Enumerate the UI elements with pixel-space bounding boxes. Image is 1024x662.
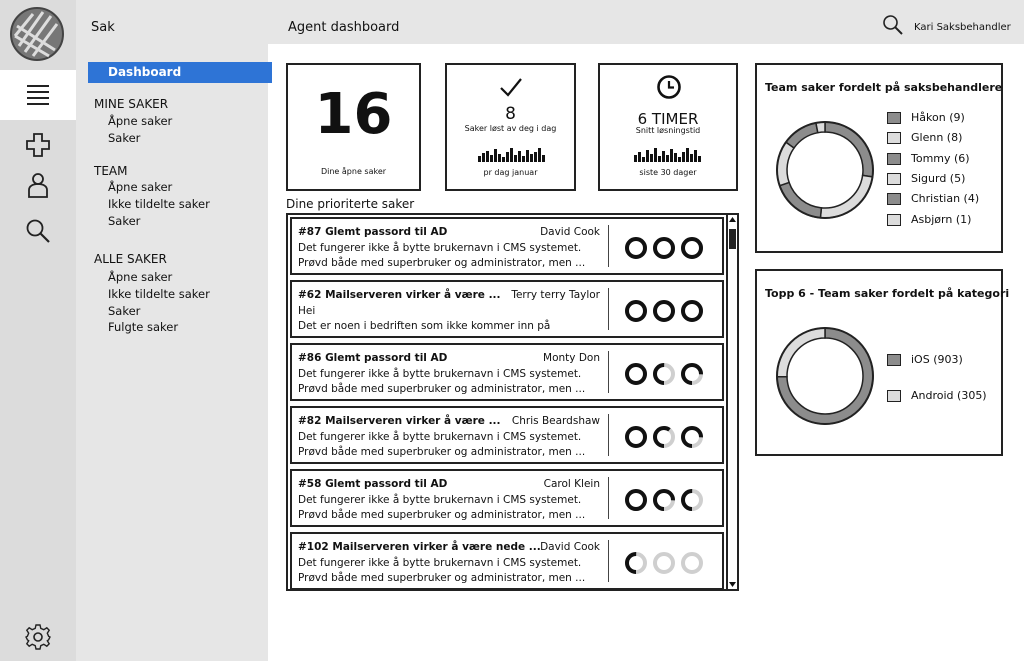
legend-swatch (887, 354, 901, 366)
divider (608, 414, 609, 456)
case-owner: Terry terry Taylor (511, 289, 600, 301)
case-owner: David Cook (540, 226, 600, 238)
card-open-cases[interactable] (286, 63, 421, 191)
search-icon[interactable] (882, 14, 904, 36)
case-title: #58 Glemt passord til AD (298, 478, 448, 490)
divider (608, 351, 609, 393)
status-circle-fill (627, 302, 645, 320)
nav-alle-apne-saker[interactable]: Åpne saker (108, 270, 173, 284)
status-circle-fill (683, 239, 701, 257)
case-row[interactable] (290, 406, 724, 464)
donut-outline (777, 328, 873, 424)
solved-today-label: Saker løst av deg i dag (464, 124, 557, 133)
case-owner: Chris Beardshaw (511, 415, 600, 427)
nav-item-dashboard[interactable]: Dashboard (88, 62, 272, 83)
top-bar (76, 0, 1024, 44)
search-icon (25, 218, 51, 244)
divider (608, 477, 609, 519)
rail-search[interactable] (0, 206, 76, 256)
nav-team-saker[interactable]: Saker (108, 214, 141, 228)
rail-user[interactable] (0, 160, 76, 210)
nav-alle-saker[interactable]: Saker (108, 304, 141, 318)
nav-fulgte-saker[interactable]: Fulgte saker (108, 320, 179, 334)
case-title: #102 Mailserveren virker å være nede ... (298, 541, 541, 553)
scrollbar[interactable] (726, 215, 737, 589)
solve-time-sub: siste 30 dager (639, 168, 697, 177)
priority-section-title: Dine prioriterte saker (286, 197, 415, 211)
case-line-1: Det fungerer ikke å bytte brukernavn i CMS systemet. (298, 368, 582, 380)
bar-sparkline-icon (478, 146, 546, 162)
status-circles (624, 235, 706, 261)
app-title: Sak (91, 20, 115, 35)
scroll-up-icon[interactable] (728, 215, 737, 224)
legend-label: iOS (903) (911, 353, 963, 366)
case-owner: Monty Don (543, 352, 600, 364)
open-cases-count: 16 (314, 82, 393, 147)
nav-alle-ikke-tildelte[interactable]: Ikke tildelte saker (108, 287, 210, 301)
solved-today-sub: pr dag januar (483, 168, 538, 177)
clock-icon (656, 74, 682, 100)
donut-segment (780, 182, 822, 217)
legend-swatch (887, 214, 901, 226)
legend-label: Asbjørn (1) (911, 212, 972, 226)
nav-team-apne-saker[interactable]: Åpne saker (108, 180, 173, 194)
card-solve-time[interactable] (598, 63, 738, 191)
donut-segment (777, 142, 794, 186)
divider (608, 540, 609, 582)
page-title: Agent dashboard (288, 20, 400, 35)
case-row[interactable] (290, 343, 724, 401)
case-line-1: Hei (298, 305, 316, 317)
status-circles (624, 361, 706, 387)
nav-team-ikke-tildelte[interactable]: Ikke tildelte saker (108, 197, 210, 211)
status-circle-track (683, 554, 701, 572)
legend-label: Sigurd (5) (911, 171, 966, 185)
case-line-2: Prøvd både med superbruker og administrator, men ... (298, 257, 586, 269)
top-categories-title: Topp 6 - Team saker fordelt på kategori (765, 287, 1010, 300)
checkmark-icon (499, 77, 523, 97)
legend-label: Tommy (6) (911, 151, 970, 165)
top-categories-panel (755, 269, 1010, 456)
divider (608, 225, 609, 267)
status-circles (624, 424, 706, 450)
plus-icon (25, 132, 51, 158)
legend-swatch (887, 390, 901, 402)
rail-settings[interactable] (0, 612, 76, 662)
user-name[interactable]: Kari Saksbehandler (914, 22, 1011, 33)
donut-outline (777, 122, 873, 218)
team-cases-title: Team saker fordelt på saksbehandlere (765, 81, 1003, 94)
case-line-1: Det fungerer ikke å bytte brukernavn i CMS systemet. (298, 242, 582, 254)
rail-menu[interactable] (0, 70, 76, 120)
icon-rail (0, 0, 76, 661)
status-circle-fill (655, 302, 673, 320)
case-line-2: Det er noen i bedriften som ikke kommer inn på (298, 320, 551, 332)
team-cases-panel (755, 63, 1003, 253)
case-row[interactable] (290, 532, 724, 590)
status-circle-fill (627, 428, 645, 446)
case-row[interactable] (290, 217, 724, 275)
legend-label: Android (305) (911, 389, 987, 402)
case-row[interactable] (290, 469, 724, 527)
bar-sparkline-icon (634, 146, 702, 162)
status-circle-fill (627, 491, 645, 509)
card-solved-today[interactable] (445, 63, 576, 191)
legend-swatch (887, 112, 901, 124)
case-line-2: Prøvd både med superbruker og administrator, men ... (298, 446, 586, 458)
legend-swatch (887, 173, 901, 185)
scroll-down-icon[interactable] (728, 580, 737, 589)
case-row[interactable] (290, 280, 724, 338)
nav-group-team[interactable]: TEAM (94, 164, 128, 178)
priority-case-list (286, 213, 739, 591)
case-line-1: Det fungerer ikke å bytte brukernavn i CMS systemet. (298, 557, 582, 569)
nav-mine-saker[interactable]: Saker (108, 131, 141, 145)
status-circle-fill (683, 302, 701, 320)
nav-group-mine-saker[interactable]: MINE SAKER (94, 97, 169, 111)
legend-label: Glenn (8) (911, 131, 963, 145)
status-circle-fill (655, 239, 673, 257)
case-line-2: Prøvd både med superbruker og administrator, men ... (298, 572, 586, 584)
case-owner: Carol Klein (543, 478, 600, 490)
legend-label: Håkon (9) (911, 111, 965, 124)
menu-icon (25, 83, 51, 107)
case-line-2: Prøvd både med superbruker og administrator, men ... (298, 383, 586, 395)
nav-group-alle-saker[interactable]: ALLE SAKER (94, 252, 167, 266)
team-cases-donut (775, 120, 875, 220)
case-title: #87 Glemt passord til AD (298, 226, 448, 238)
status-circles (624, 487, 706, 513)
case-line-1: Det fungerer ikke å bytte brukernavn i CMS systemet. (298, 431, 582, 443)
legend-swatch (887, 153, 901, 165)
legend-swatch (887, 132, 901, 144)
legend-swatch (887, 193, 901, 205)
gear-icon (24, 623, 52, 651)
solved-today-count: 8 (505, 104, 516, 124)
status-circles (624, 298, 706, 324)
donut-segment (825, 122, 873, 177)
open-cases-label: Dine åpne saker (320, 167, 387, 176)
scroll-thumb[interactable] (729, 229, 736, 249)
status-circles (624, 550, 706, 576)
user-icon (27, 172, 49, 198)
case-title: #62 Mailserveren virker å være ... (298, 289, 501, 301)
case-line-1: Det fungerer ikke å bytte brukernavn i CMS systemet. (298, 494, 582, 506)
case-line-2: Prøvd både med superbruker og administrator, men ... (298, 509, 586, 521)
status-circle-fill (627, 239, 645, 257)
divider (608, 288, 609, 330)
top-categories-donut (775, 326, 875, 426)
status-circle-track (655, 554, 673, 572)
case-title: #82 Mailserveren virker å være ... (298, 415, 501, 427)
case-owner: David Cook (540, 541, 600, 553)
logo-icon (9, 6, 65, 62)
solve-time-label: Snitt løsningstid (635, 126, 701, 135)
solve-time-value: 6 TIMER (637, 110, 699, 128)
side-navigation (76, 44, 268, 661)
status-circle-fill (627, 365, 645, 383)
nav-mine-apne-saker[interactable]: Åpne saker (108, 114, 173, 128)
case-title: #86 Glemt passord til AD (298, 352, 448, 364)
legend-label: Christian (4) (911, 192, 980, 206)
